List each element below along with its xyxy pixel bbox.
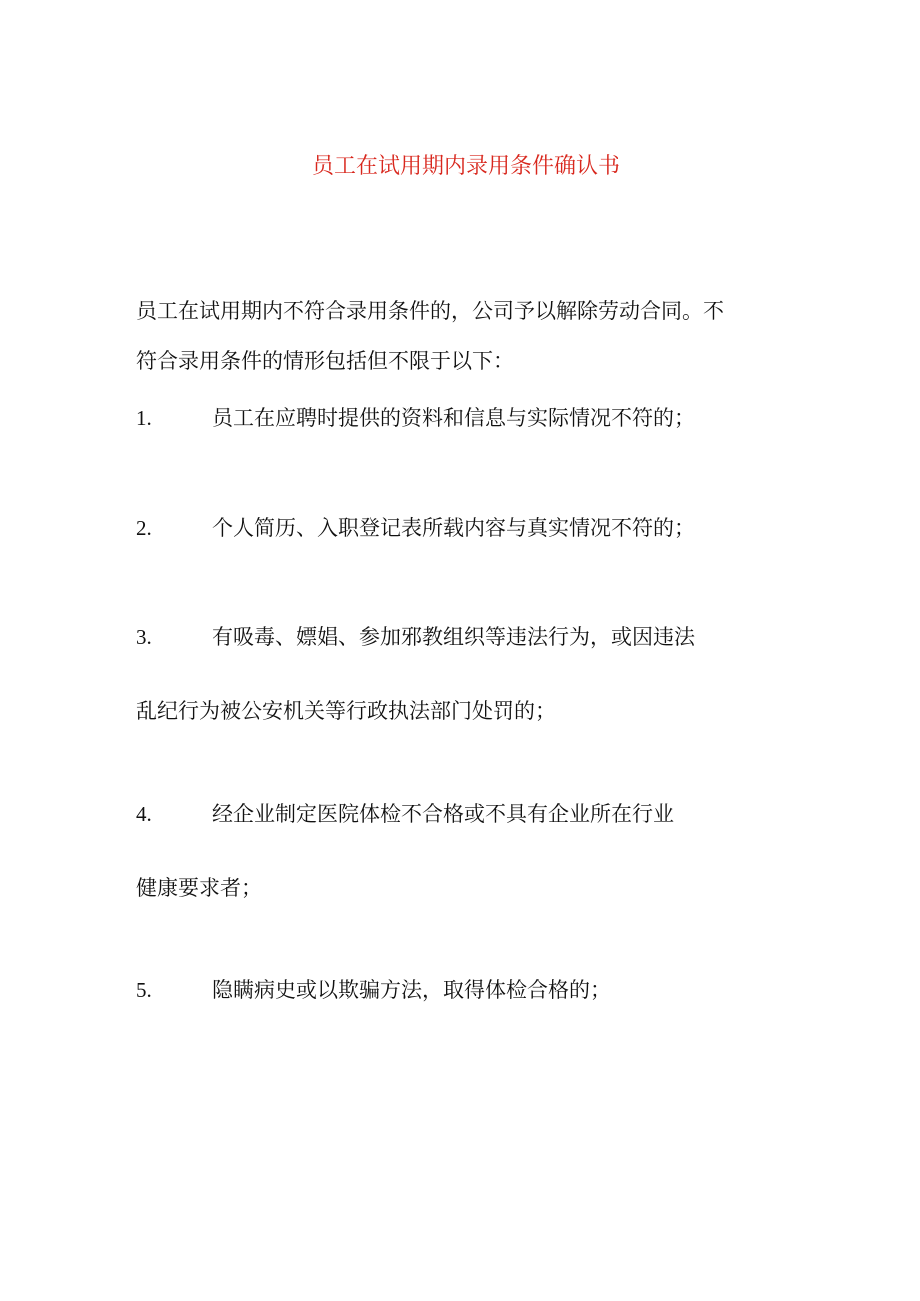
list-item-number: 4. (136, 802, 152, 826)
list-item-number: 1. (136, 406, 152, 430)
list-item-text: 隐瞒病史或以欺骗方法，取得体检合格的； (212, 978, 611, 1002)
list-item-number: 3. (136, 625, 152, 649)
list-item-text: 个人简历、入职登记表所载内容与真实情况不符的； (212, 516, 695, 540)
document-title: 员工在试用期内录用条件确认书 (311, 154, 620, 179)
list-item-3-continuation: 乱纪行为被公安机关等行政执法部门处罚的； (136, 699, 556, 723)
list-item-text: 有吸毒、嫖娼、参加邪教组织等违法行为，或因违法 (212, 625, 695, 649)
list-item-text: 员工在应聘时提供的资料和信息与实际情况不符的； (212, 406, 695, 430)
intro-line-2: 符合录用条件的情形包括但不限于以下： (136, 349, 514, 373)
list-item-number: 2. (136, 516, 152, 540)
list-item-4-continuation: 健康要求者； (136, 876, 262, 900)
list-item-number: 5. (136, 978, 152, 1002)
intro-line-1: 员工在试用期内不符合录用条件的，公司予以解除劳动合同。不 (136, 299, 724, 323)
list-item-text: 经企业制定医院体检不合格或不具有企业所在行业 (212, 802, 674, 826)
